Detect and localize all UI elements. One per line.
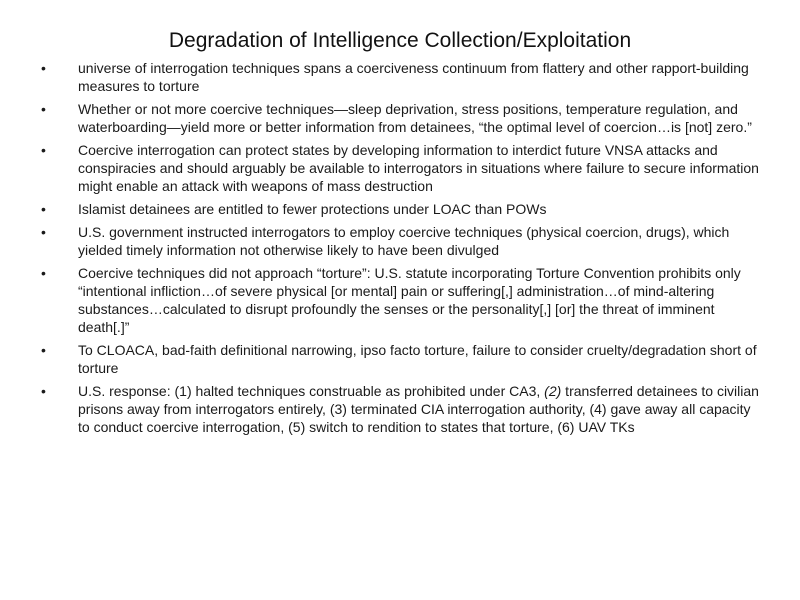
list-item [38,141,760,195]
bullet-text-part: transferred detainees to civilian prisons away from interrogators entirely, (3) terminated CIA interrogation authority, (4) gave away all capacity to conduct coercive interrogation, (5) switch to rendition to states that torture, (6) UAV TKs [78,383,759,435]
list-item [38,100,760,136]
bullet-text-italic-part: (2) [544,383,562,399]
bullet-marker: • [41,224,46,240]
bullet-marker: • [41,60,46,76]
bullet-marker: • [41,342,46,358]
bullet-text: Coercive interrogation can protect states by developing information to interdict future VNSA attacks and conspiracies and should arguably be available to interrogators in situations where failure to secure information might enable an attack with weapons of mass destruction [78,142,759,194]
bullet-text: Islamist detainees are entitled to fewer protections under LOAC than POWs [78,201,547,217]
list-item [38,264,760,336]
bullet-marker: • [41,142,46,158]
bullet-list [38,59,760,441]
bullet-text: U.S. government instructed interrogators to employ coercive techniques (physical coercion, drugs), which yielded timely information not otherwise likely to have been divulged [78,224,730,258]
bullet-text: Coercive techniques did not approach “torture”: U.S. statute incorporating Torture Convention prohibits only “intentional infliction…of severe physical [or mental] pain or suffering[,] administration…of mind-altering substances…calculated to disrupt profoundly the senses or the personality[,] [or] the threat of imminent death[.]” [78,265,741,335]
bullet-marker: • [41,201,46,217]
bullet-text-part: U.S. response: (1) halted techniques construable as prohibited under CA3, [78,383,545,399]
bullet-text [78,382,760,436]
bullet-marker: • [41,383,46,399]
bullet-marker: • [41,101,46,117]
list-item [38,382,760,436]
bullet-text: universe of interrogation techniques spans a coerciveness continuum from flattery and other rapport-building measures to torture [78,60,749,94]
bullet-text: Whether or not more coercive techniques—sleep deprivation, stress positions, temperature regulation, and waterboarding—yield more or better information from detainees, “the optimal level of coercion…is [not] zero.” [78,101,752,135]
bullet-marker: • [41,265,46,281]
list-item [38,341,760,377]
list-item [38,223,760,259]
list-item [38,200,760,218]
slide-title: Degradation of Intelligence Collection/Exploitation [168,29,632,52]
list-item [38,59,760,95]
bullet-text: To CLOACA, bad-faith definitional narrowing, ipso facto torture, failure to consider cruelty/degradation short of torture [78,342,757,376]
